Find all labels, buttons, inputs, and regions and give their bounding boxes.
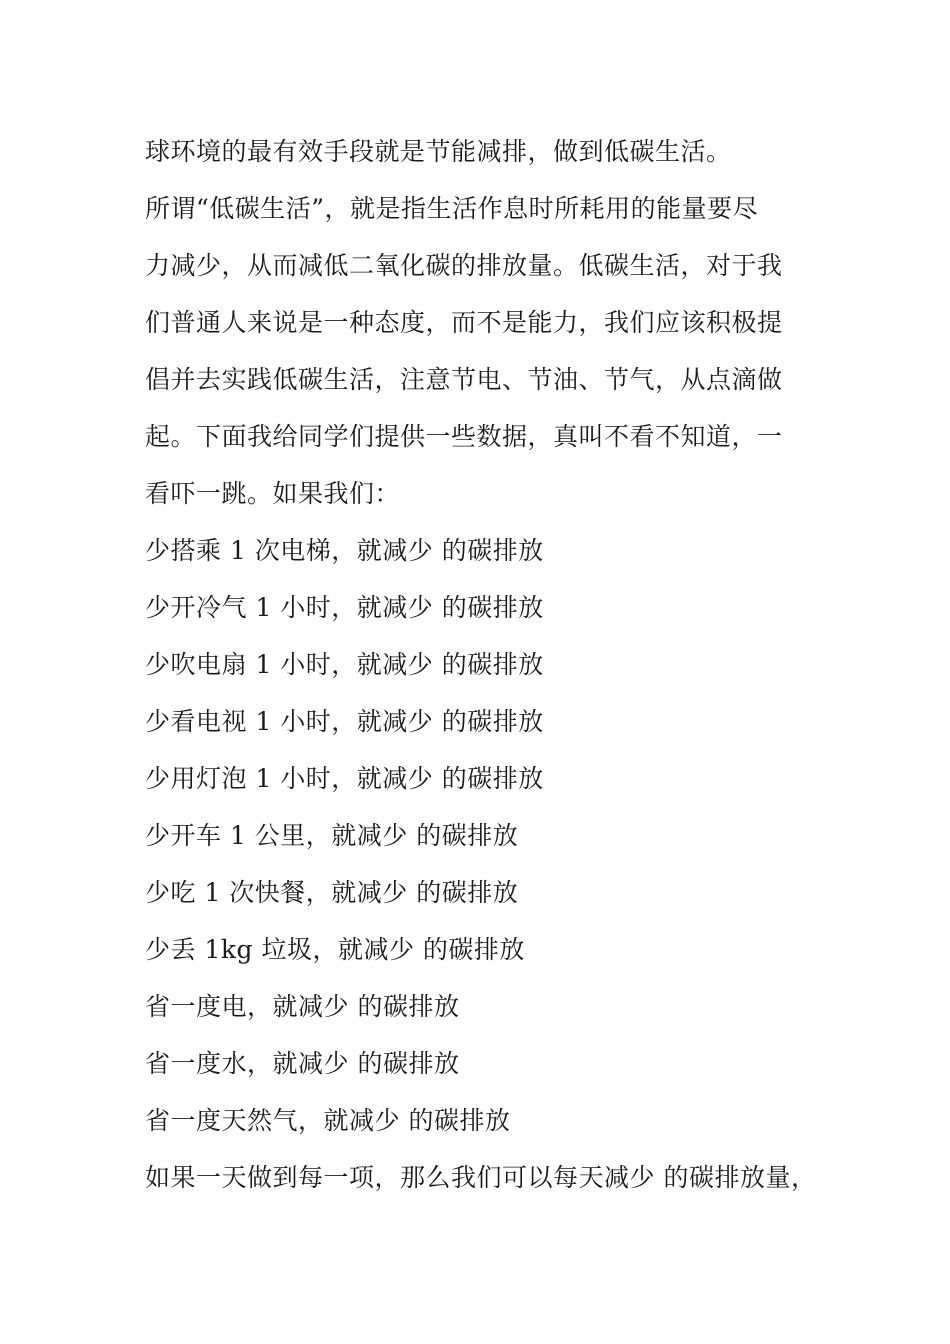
paragraph-line: 球环境的最有效手段就是节能减排，做到低碳生活。 <box>145 137 732 166</box>
list-item: 少丢 1kg 垃圾，就减少 的碳排放 <box>145 935 525 964</box>
list-item: 省一度电，就减少 的碳排放 <box>145 992 460 1021</box>
paragraph-line: 看吓一跳。如果我们： <box>145 479 401 508</box>
list-item: 省一度水，就减少 的碳排放 <box>145 1049 460 1078</box>
paragraph-line: 力减少，从而减低二氧化碳的排放量。低碳生活，对于我 <box>145 251 783 280</box>
list-item: 少用灯泡 1 小时，就减少 的碳排放 <box>145 764 544 793</box>
closing-line: 如果一天做到每一项，那么我们可以每天减少 的碳排放量， <box>145 1163 817 1192</box>
paragraph-line: 起。下面我给同学们提供一些数据，真叫不看不知道，一 <box>145 422 783 451</box>
list-item: 少开车 1 公里，就减少 的碳排放 <box>145 821 519 850</box>
paragraph-line: 们普通人来说是一种态度，而不是能力，我们应该积极提 <box>145 308 783 337</box>
list-item: 少搭乘 1 次电梯，就减少 的碳排放 <box>145 536 544 565</box>
paragraph-line: 倡并去实践低碳生活，注意节电、节油、节气，从点滴做 <box>145 365 783 394</box>
paragraph-line: 所谓“低碳生活”，就是指生活作息时所耗用的能量要尽 <box>145 194 759 223</box>
list-item: 少吃 1 次快餐，就减少 的碳排放 <box>145 878 519 907</box>
list-item: 少吹电扇 1 小时，就减少 的碳排放 <box>145 650 544 679</box>
list-item: 省一度天然气，就减少 的碳排放 <box>145 1106 511 1135</box>
list-item: 少开冷气 1 小时，就减少 的碳排放 <box>145 593 544 622</box>
list-item: 少看电视 1 小时，就减少 的碳排放 <box>145 707 544 736</box>
